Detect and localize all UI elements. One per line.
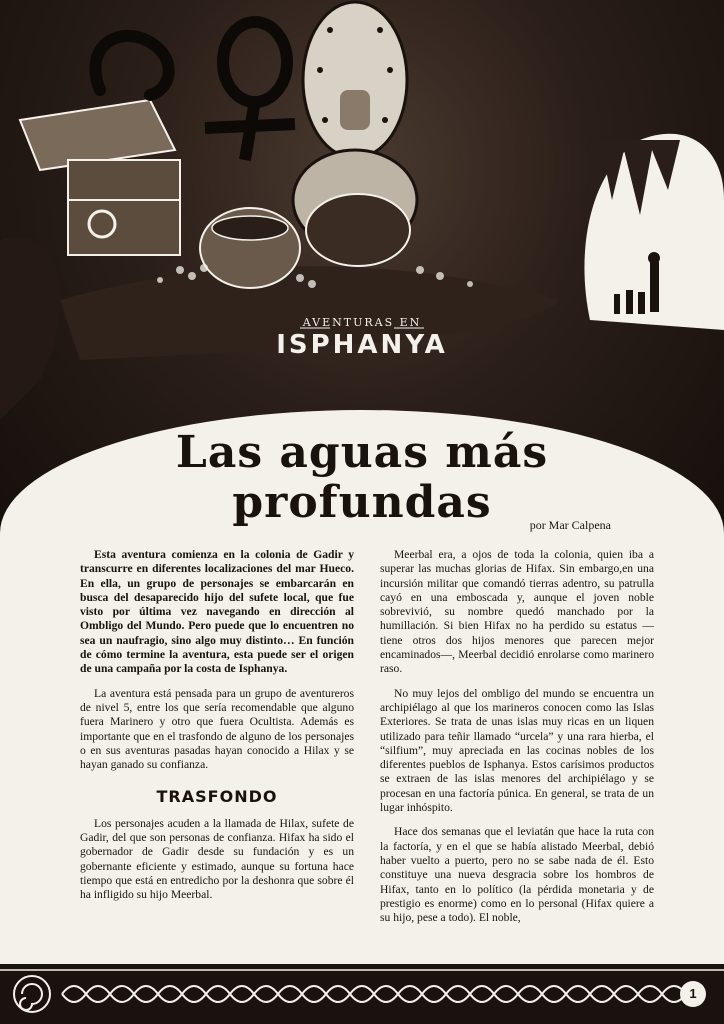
intro-paragraph: Esta aventura comienza en la colonia de Gadir y transcurre en diferentes localizaciones del mar Hueco. En ella, un grupo de personajes se embarcarán en busca del desaparecido hijo del sufete local, que fue visto por última vez navegando en dirección al Ombligo del Mundo. Pero puede que lo encuentren no sea un naufragio, sino algo muy distinto… En función de cómo termine la aventura, esta puede ser el origen de una campaña por la costa de Isphanya.: [80, 548, 354, 676]
brand-tagline: AVENTURAS EN: [302, 316, 422, 329]
paragraph: No muy lejos del ombligo del mundo se encuentra un archipiélago al que los marineros conocen como las Islas Exteriores. Se trata de unas islas muy ricas en un liquen utilizado para teñir llamado “urcela” y una rara hierba, el “silfium”, muy apreciada en las cocinas nobles de los diferentes pueblos de Isphanya. Estos carísimos productos se extraen de las islas menores del archipiélago y se procesan en una factoría púnica. En general, se trata de un lugar inhóspito.: [380, 686, 654, 815]
footer-pattern: [0, 964, 724, 1024]
paragraph: La aventura está pensada para un grupo de aventureros de nivel 5, entre los que sería recomendable que alguno fuera Marinero y otro que fuera Ocultista. Además es importante que en el trasfondo de alguno de los personajes o en sus aventuras pasadas hayan conocido a Hilax y se hayan ganado su confianza.: [80, 686, 354, 772]
column-left: [80, 548, 354, 938]
section-heading: TRASFONDO: [156, 787, 278, 807]
spiral-emblem-icon: [14, 976, 50, 1012]
byline: por Mar Calpena: [529, 518, 611, 532]
paragraph: Meerbal era, a ojos de toda la colonia, quien iba a superar las muchas glorias de Hifax. Sin embargo,en una incursión militar que comandó tierras adentro, su patrulla cayó en una emboscada y, aunque el joven noble sobrevivió, su nombre quedó manchado por la humillación. Si bien Hifax no ha perdido su estatus —tiene otros dos hijos menores que parecen mejor encaminados—, Meerbal decidió enrolarse como marinero raso.: [380, 548, 654, 676]
title-line-2: profundas: [232, 477, 492, 528]
serpent: [95, 36, 168, 95]
body-columns: [80, 548, 654, 938]
publisher-brand: [0, 316, 724, 360]
vase: [200, 208, 300, 288]
ankh-symbol: [205, 22, 295, 160]
title-line-1: Las aguas más: [175, 427, 549, 478]
brand-name: ISPHANYA: [276, 330, 448, 360]
footer-ornament: [0, 964, 724, 1024]
page-title: [0, 428, 724, 528]
paragraph: Los personajes acuden a la llamada de Hilax, sufete de Gadir, del que son personas de confianza. Hifax ha sido el gobernador de Gadir desde su fundación y es un gobernante eficiente y estimado, aunque su fortuna hace tiempo que está en entredicho por la deshonra que sobre él ha infligido su hijo Meerbal.: [80, 816, 354, 902]
column-right: [380, 548, 654, 938]
page-number: 1: [680, 981, 706, 1007]
tall-shield: [303, 2, 407, 158]
round-shield-2: [306, 194, 410, 266]
paragraph: Hace dos semanas que el leviatán que hace la ruta con la factoría, y en el que se había alistado Meerbal, debió haber vuelto a puerto, pero no se sabe nada de él. Esto constituye una nueva desgracia sobre los hombros de Hifax, tanto en lo político (la pérdida monetaria y de prestigio es enorme) como en lo personal (Hifax quiere a su hijo, pese a todo). El noble,: [380, 825, 654, 925]
treasure-chest: [20, 100, 180, 255]
